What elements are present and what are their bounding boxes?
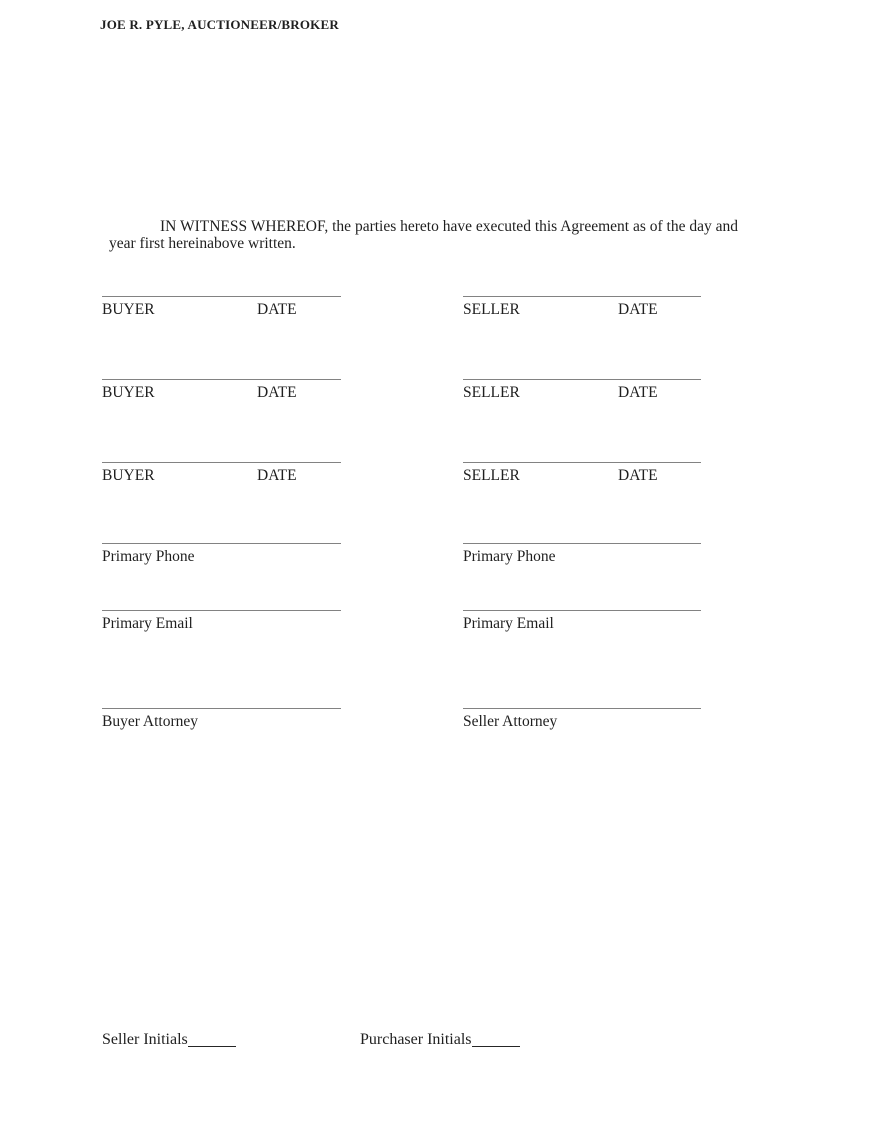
signature-row xyxy=(0,462,877,492)
buyer-signature-field-3[interactable] xyxy=(102,462,341,484)
seller-label: SELLER xyxy=(463,467,520,484)
contact-row xyxy=(0,543,877,573)
date-label: DATE xyxy=(257,467,297,484)
buyer-label: BUYER xyxy=(102,467,155,484)
seller-primary-phone-field[interactable] xyxy=(463,543,701,565)
seller-label: SELLER xyxy=(463,301,520,318)
buyer-label: BUYER xyxy=(102,384,155,401)
purchaser-initials-group xyxy=(360,1031,520,1049)
signature-row xyxy=(0,296,877,326)
contact-row xyxy=(0,610,877,640)
buyer-attorney-field[interactable] xyxy=(102,708,341,730)
primary-phone-label: Primary Phone xyxy=(463,548,556,565)
purchaser-initials-label: Purchaser Initials xyxy=(360,1031,472,1048)
seller-label: SELLER xyxy=(463,384,520,401)
date-label: DATE xyxy=(618,467,658,484)
seller-attorney-field[interactable] xyxy=(463,708,701,730)
primary-phone-label: Primary Phone xyxy=(102,548,195,565)
seller-initials-label: Seller Initials xyxy=(102,1031,188,1048)
buyer-label: BUYER xyxy=(102,301,155,318)
seller-signature-field-3[interactable] xyxy=(463,462,701,484)
seller-attorney-label: Seller Attorney xyxy=(463,713,558,730)
seller-initials-field[interactable] xyxy=(188,1034,236,1047)
auctioneer-broker-header: JOE R. PYLE, AUCTIONEER/BROKER xyxy=(100,17,339,32)
purchaser-initials-field[interactable] xyxy=(472,1034,520,1047)
buyer-primary-phone-field[interactable] xyxy=(102,543,341,565)
date-label: DATE xyxy=(257,384,297,401)
buyer-primary-email-field[interactable] xyxy=(102,610,341,632)
initials-footer xyxy=(0,1031,877,1057)
primary-email-label: Primary Email xyxy=(102,615,193,632)
buyer-attorney-label: Buyer Attorney xyxy=(102,713,198,730)
primary-email-label: Primary Email xyxy=(463,615,554,632)
contact-row xyxy=(0,708,877,738)
buyer-signature-field-2[interactable] xyxy=(102,379,341,401)
seller-initials-group xyxy=(102,1031,236,1049)
seller-signature-field-2[interactable] xyxy=(463,379,701,401)
seller-primary-email-field[interactable] xyxy=(463,610,701,632)
date-label: DATE xyxy=(618,384,658,401)
date-label: DATE xyxy=(618,301,658,318)
date-label: DATE xyxy=(257,301,297,318)
signature-row xyxy=(0,379,877,409)
seller-signature-field-1[interactable] xyxy=(463,296,701,318)
witness-paragraph: IN WITNESS WHEREOF, the parties hereto have executed this Agreement as of the day and year first hereinabove written. xyxy=(109,218,738,252)
buyer-signature-field-1[interactable] xyxy=(102,296,341,318)
